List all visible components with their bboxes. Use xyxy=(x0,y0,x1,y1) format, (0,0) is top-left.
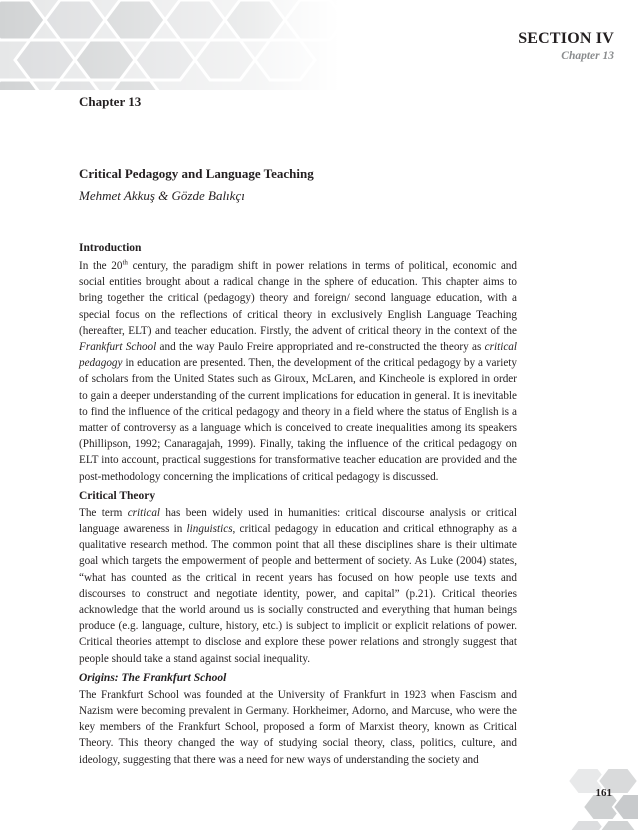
critical-theory-paragraph: The term critical has been widely used in humanities: critical discourse analysis or critical language awareness in linguistics, critical pedagogy in education and critical ethnography as a qualitative research method. The common point that all these disciplines share is their ultimate goal which targets the empowerment of people and betterment of society. As Luke (2004) states, “what has counted as the critical in recent years has focused on how people use texts and discourses to construct and negotiate identity, power, and capital” (p.21). Critical theories acknowledge that the world around us is socially constructed and everything that human beings produce (e.g. language, culture, history, etc.) is subject to implicit or explicit relations of power. Critical theories attempt to disclose and explore these power relations and strongly suggest that people should take a stand against social inequality. xyxy=(79,506,517,665)
decorative-hexagon-pattern xyxy=(0,0,340,90)
introduction-heading: Introduction xyxy=(79,242,142,254)
section-subtitle: Chapter 13 xyxy=(561,50,614,62)
critical-theory-heading: Critical Theory xyxy=(79,489,156,502)
article-authors: Mehmet Akkuş & Gözde Balıkçı xyxy=(79,188,245,203)
article-title: Critical Pedagogy and Language Teaching xyxy=(79,166,314,181)
article-body xyxy=(79,166,517,771)
section-title: SECTION IV xyxy=(518,30,614,47)
page-number: 161 xyxy=(595,787,612,799)
section-header xyxy=(518,30,614,62)
chapter-label: Chapter 13 xyxy=(79,94,142,109)
introduction-paragraph: In the 20th century, the paradigm shift in power relations in terms of political, economic and social entities brought about a radical change in the sphere of education. This chapter aims to bring together the critical (pedagogy) theory and foreign/ second language education, with a special focus on the reflections of critical theory in exclusively English Language Teaching (hereafter, ELT) and teacher education. Firstly, the advent of critical theory in the context of the Frankfurt School and the way Paulo Freire appropriated and re-constructed the theory as critical pedagogy in education are presented. Then, the development of the critical pedagogy by a variety of scholars from the United States such as Giroux, McLaren, and Kincheole is explored in order to gain a deeper understanding of the current implications for education in general. It is inevitable to find the influence of the critical pedagogy and theory in a field where the status of English is a matter of controversy as a language which is conceived to create inequalities among its speakers (Phillipson, 1992; Canaragajah, 1999). Finally, taking the influence of the critical pedagogy on ELT into account, practical suggestions for transformative teacher education are provided and the post-methodology concerning the implications of critical pedagogy is discussed. xyxy=(79,258,517,483)
origins-heading: Origins: The Frankfurt School xyxy=(79,671,227,684)
origins-paragraph: The Frankfurt School was founded at the University of Frankfurt in 1923 when Fascism and Nazism were becoming prevalent in Germany. Horkheimer, Adorno, and Marcuse, who were the key members of the Frankfurt School, proposed a form of Marxist theory, known as Critical Theory. This theory changed the way of studying social theory, class, politics, culture, and ideology, suggesting that there was a need for new ways of understanding the society and xyxy=(79,688,517,766)
